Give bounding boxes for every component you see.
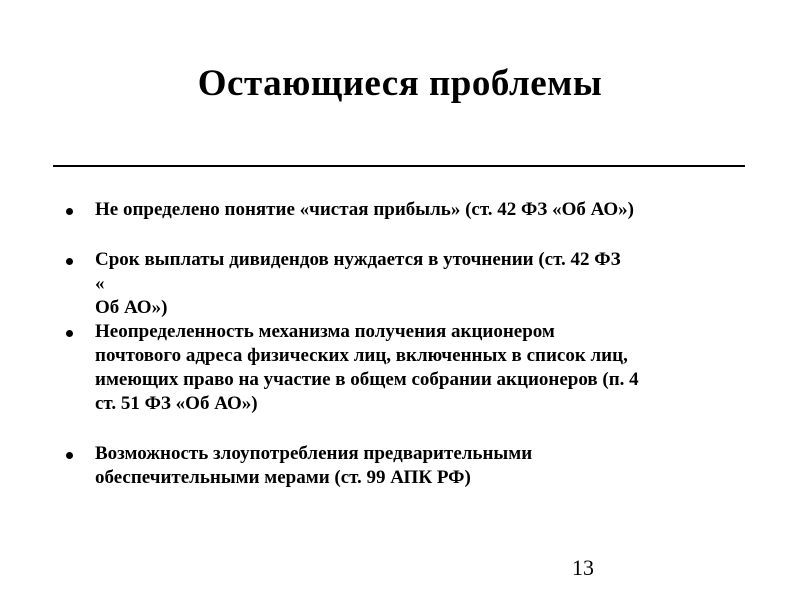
bullet-dot-icon bbox=[66, 208, 73, 215]
bullet-dot-icon bbox=[66, 452, 73, 459]
bullet-line: « bbox=[95, 273, 105, 294]
bullet-line: ст. 51 ФЗ «Об АО») bbox=[95, 393, 258, 414]
bullet-line: Об АО») bbox=[95, 297, 168, 318]
page-number: 13 bbox=[572, 555, 594, 580]
bullet-list bbox=[66, 198, 756, 490]
bullet-dot-icon bbox=[66, 330, 73, 337]
bullet-line: почтового адреса физических лиц, включенных в список лиц, bbox=[95, 345, 628, 366]
bullet-line: Неопределенность механизма получения акционером bbox=[95, 321, 555, 342]
bullet-dot-icon bbox=[66, 258, 73, 265]
bullet-line: Не определено понятие «чистая прибыль» (ст. 42 ФЗ «Об АО») bbox=[95, 199, 634, 220]
bullet-item-dividend-term bbox=[66, 248, 756, 320]
bullet-line: Возможность злоупотребления предварительными bbox=[95, 443, 533, 464]
slide-title: Остающиеся проблемы bbox=[197, 63, 603, 104]
bullet-item-net-profit bbox=[66, 198, 756, 222]
bullet-item-postal-address bbox=[66, 320, 756, 416]
bullet-line: Срок выплаты дивидендов нуждается в уточнении (ст. 42 ФЗ bbox=[95, 249, 621, 270]
title-divider bbox=[53, 165, 745, 167]
bullet-item-interim-measures bbox=[66, 442, 756, 490]
bullet-line: обеспечительными мерами (ст. 99 АПК РФ) bbox=[95, 467, 471, 488]
bullet-line: имеющих право на участие в общем собрании акционеров (п. 4 bbox=[95, 369, 639, 390]
